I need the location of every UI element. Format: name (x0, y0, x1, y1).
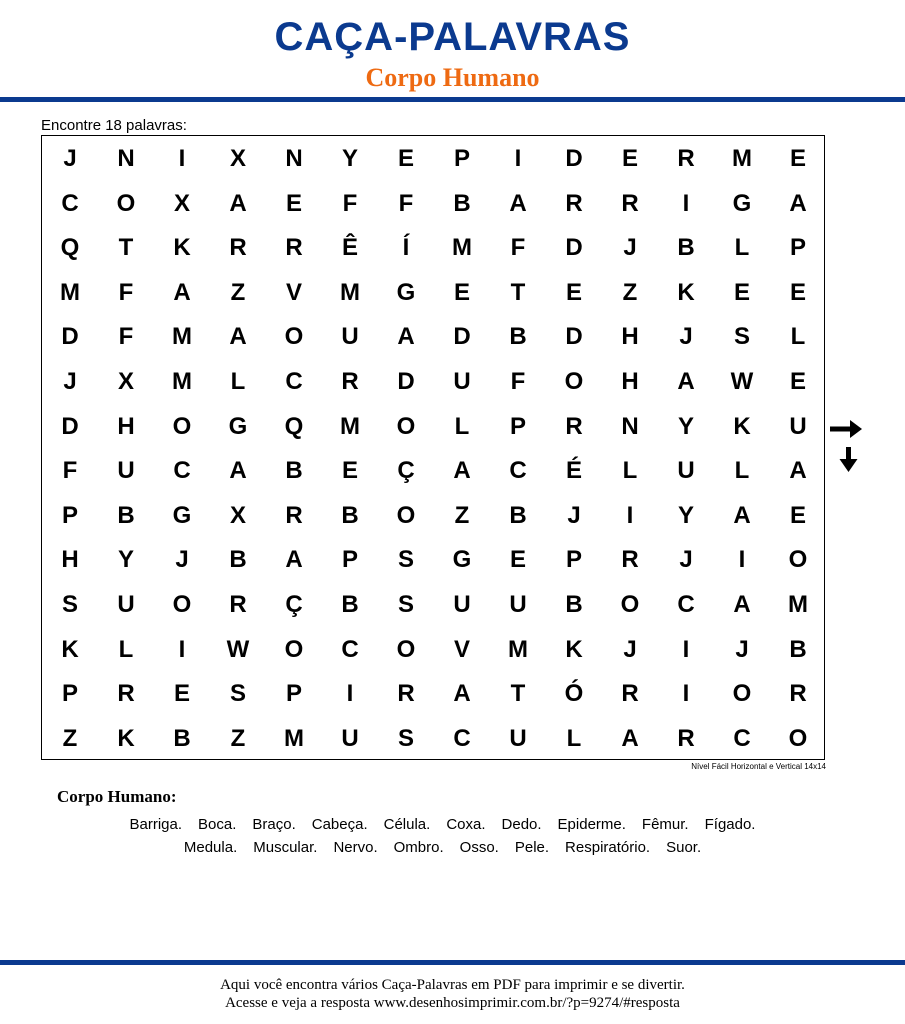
grid-letter: R (565, 412, 583, 440)
page-subtitle: Corpo Humano (365, 63, 540, 92)
bottom-divider (0, 960, 905, 965)
word-list-item: Pele. (514, 839, 550, 856)
grid-letter: M (340, 412, 360, 440)
grid-letter: P (61, 501, 78, 529)
grid-letter: P (285, 680, 302, 708)
grid-letter: R (341, 368, 359, 395)
grid-letter: U (341, 323, 359, 351)
grid-letter: L (566, 724, 582, 752)
grid-letter: P (61, 680, 78, 708)
grid-letter: C (677, 591, 695, 618)
grid-row (42, 628, 824, 673)
grid-letter: D (397, 368, 415, 395)
grid-letter: M (508, 635, 528, 663)
grid-letter: D (565, 145, 583, 172)
grid-letter: F (342, 189, 358, 217)
grid-letter: F (118, 323, 134, 351)
grid-letter: S (229, 680, 246, 708)
grid-letter: A (733, 501, 751, 529)
grid-row (42, 182, 824, 227)
grid-letter: M (340, 278, 360, 306)
grid-letter: M (788, 591, 808, 618)
word-list-item: Respiratório. (565, 839, 651, 856)
word-list-line-2 (0, 839, 895, 857)
grid-letter: Y (117, 546, 134, 574)
grid-letter: E (789, 278, 806, 306)
grid-letter: S (397, 724, 414, 752)
grid-letter: L (230, 368, 246, 395)
grid-letter: A (285, 546, 303, 574)
grid-letter: R (677, 724, 695, 752)
grid-row (42, 226, 824, 271)
grid-letter: É (565, 457, 582, 485)
grid-letter: X (117, 368, 134, 395)
grid-letter: D (61, 412, 79, 440)
grid-letter: C (285, 368, 303, 395)
grid-letter: M (732, 145, 752, 172)
grid-letter: B (509, 501, 527, 529)
grid-letter: R (285, 234, 303, 262)
word-list-item: Osso. (459, 839, 499, 856)
grid-letter: N (117, 145, 135, 172)
grid-row (42, 494, 824, 539)
grid-letter: T (510, 278, 526, 306)
grid-letter: P (341, 546, 358, 574)
grid-letter: T (118, 234, 134, 262)
grid-letter: E (733, 278, 750, 306)
grid-letter: J (567, 501, 581, 529)
grid-letter: U (677, 457, 695, 485)
grid-letter: I (682, 680, 690, 708)
grid-letter: X (229, 501, 246, 529)
word-list-item: Dedo. (501, 816, 542, 833)
grid-letter: A (397, 323, 415, 351)
word-list-title: Corpo Humano: (57, 787, 177, 806)
grid-letter: J (623, 635, 637, 663)
grid-letter: A (453, 457, 471, 485)
grid-letter: J (679, 546, 693, 574)
grid-row (42, 672, 824, 717)
grid-row (42, 449, 824, 494)
grid-letter: Í (402, 234, 410, 262)
grid-letter: E (173, 680, 190, 708)
grid-letter: O (396, 501, 416, 529)
grid-letter: N (621, 412, 639, 440)
grid-letter: F (510, 234, 526, 262)
grid-letter: M (452, 234, 472, 262)
grid-letter: R (677, 145, 695, 172)
grid-letter: W (226, 635, 250, 663)
grid-letter: D (61, 323, 79, 351)
grid-letter: G (228, 412, 248, 440)
word-list-item: Barriga. (129, 816, 183, 833)
grid-letter: G (452, 546, 472, 574)
grid-letter: F (62, 457, 78, 485)
grid-row (42, 271, 824, 316)
grid-letter: F (398, 189, 414, 217)
grid-letter: I (178, 145, 186, 172)
grid-row (42, 315, 824, 360)
grid-letter: U (117, 591, 135, 618)
grid-letter: X (229, 145, 246, 172)
grid-letter: L (734, 457, 750, 485)
grid-letter: O (788, 546, 808, 574)
grid-letter: R (117, 680, 135, 708)
grid-letter: P (509, 412, 526, 440)
grid-letter: B (341, 591, 359, 618)
grid-letter: Q (284, 412, 304, 440)
word-list-item: Coxa. (446, 816, 486, 833)
grid-letter: Ê (341, 234, 358, 262)
grid-letter: R (621, 189, 639, 217)
grid-letter: R (565, 189, 583, 217)
grid-letter: Z (230, 724, 246, 752)
grid-letter: L (622, 457, 638, 485)
grid-letter: Q (60, 234, 80, 262)
grid-letter: O (396, 635, 416, 663)
grid-letter: U (453, 368, 471, 395)
grid-letter: X (173, 189, 190, 217)
grid-letter: J (63, 368, 77, 395)
grid-letter: B (117, 501, 135, 529)
grid-letter: A (453, 680, 471, 708)
grid-letter: K (677, 278, 695, 306)
grid-letter: S (61, 591, 78, 618)
grid-letter: U (509, 591, 527, 618)
top-divider (0, 97, 905, 102)
grid-letter: L (118, 635, 134, 663)
grid-letter: A (229, 457, 247, 485)
grid-letter: D (453, 323, 471, 351)
grid-letter: E (509, 546, 526, 574)
word-list-line-1 (0, 816, 895, 834)
grid-letter: K (565, 635, 583, 663)
grid-letter: S (397, 546, 414, 574)
grid-letter: O (396, 412, 416, 440)
word-list-item: Fêmur. (641, 816, 689, 833)
grid-letter: O (116, 189, 136, 217)
word-list-item: Célula. (383, 816, 431, 833)
grid-row (42, 717, 824, 762)
grid-letter: E (789, 368, 806, 395)
grid-letter: K (733, 412, 751, 440)
grid-letter: F (118, 278, 134, 306)
grid-letter: D (565, 323, 583, 351)
grid-letter: I (682, 635, 690, 663)
grid-letter: U (453, 591, 471, 618)
grid-letter: B (173, 724, 191, 752)
page-title: CAÇA-PALAVRAS (274, 15, 631, 59)
grid-letter: Y (677, 501, 694, 529)
grid-letter: O (732, 680, 752, 708)
grid-letter: H (61, 546, 79, 574)
grid-letter: O (620, 591, 640, 618)
grid-letter: E (565, 278, 582, 306)
grid-letter: A (677, 368, 695, 395)
grid-letter: I (346, 680, 354, 708)
grid-letter: K (61, 635, 79, 663)
grid-letter: B (229, 546, 247, 574)
word-search-grid (41, 135, 825, 760)
grid-letter: A (173, 278, 191, 306)
grid-letter: I (514, 145, 522, 172)
word-list-item: Ombro. (393, 839, 444, 856)
grid-letter: A (229, 189, 247, 217)
grid-row (42, 137, 824, 182)
grid-row (42, 360, 824, 405)
grid-letter: E (789, 501, 806, 529)
grid-letter: V (285, 278, 302, 306)
grid-letter: Ç (397, 457, 415, 485)
grid-letter: E (341, 457, 358, 485)
grid-letter: J (623, 234, 637, 262)
grid-letter: J (679, 323, 693, 351)
grid-letter: I (178, 635, 186, 663)
grid-row (42, 538, 824, 583)
grid-letter: Ó (564, 680, 584, 708)
grid-letter: M (172, 368, 192, 395)
grid-letter: Y (677, 412, 694, 440)
word-list-item: Muscular. (253, 839, 318, 856)
grid-row (42, 405, 824, 450)
grid-letter: G (732, 189, 752, 217)
grid-letter: P (789, 234, 806, 262)
grid-letter: B (565, 591, 583, 618)
grid-letter: S (733, 323, 750, 351)
grid-letter: U (789, 412, 807, 440)
grid-letter: C (173, 457, 191, 485)
grid-letter: B (789, 635, 807, 663)
instruction-text: Encontre 18 palavras: (41, 117, 187, 134)
grid-letter: O (564, 368, 584, 395)
grid-letter: A (621, 724, 639, 752)
word-list-item: Boca. (198, 816, 237, 833)
grid-letter: Z (62, 724, 78, 752)
grid-letter: U (509, 724, 527, 752)
grid-letter: J (735, 635, 749, 663)
grid-letter: K (117, 724, 135, 752)
grid-letter: R (397, 680, 415, 708)
grid-letter: E (285, 189, 302, 217)
grid-letter: Ç (285, 591, 303, 618)
grid-letter: R (789, 680, 807, 708)
grid-letter: V (453, 635, 470, 663)
grid-letter: A (229, 323, 247, 351)
word-list-item: Fígado. (704, 816, 756, 833)
grid-letter: L (734, 234, 750, 262)
grid-letter: A (789, 189, 807, 217)
grid-letter: L (454, 412, 470, 440)
grid-letter: Z (230, 278, 246, 306)
grid-letter: B (285, 457, 303, 485)
grid-letter: C (733, 724, 751, 752)
grid-letter: R (621, 680, 639, 708)
grid-letter: B (453, 189, 471, 217)
grid-letter: D (565, 234, 583, 262)
grid-letter: G (172, 501, 192, 529)
grid-letter: C (509, 457, 527, 485)
grid-letter: W (730, 368, 754, 395)
word-list-item: Medula. (183, 839, 238, 856)
grid-letter: C (61, 189, 79, 217)
grid-letter: I (626, 501, 634, 529)
grid-letter: J (175, 546, 189, 574)
grid-row (42, 583, 824, 628)
grid-letter: R (621, 546, 639, 574)
grid-letter: E (453, 278, 470, 306)
grid-letter: Z (622, 278, 638, 306)
grid-letter: A (789, 457, 807, 485)
grid-letter: E (397, 145, 414, 172)
arrow-right-icon (828, 418, 864, 440)
grid-letter: B (677, 234, 695, 262)
grid-letter: E (789, 145, 806, 172)
grid-letter: U (341, 724, 359, 752)
grid-letter: F (510, 368, 526, 395)
footer-text: Aqui você encontra vários Caça-Palavras em PDF para imprimir e se divertir. (220, 977, 685, 993)
word-list-item: Cabeça. (311, 816, 368, 833)
grid-letter: E (621, 145, 638, 172)
grid-letter: G (396, 278, 416, 306)
grid-letter: I (682, 189, 690, 217)
grid-letter: U (117, 457, 135, 485)
word-list-item: Nervo. (333, 839, 378, 856)
grid-letter: P (565, 546, 582, 574)
grid-letter: M (172, 323, 192, 351)
grid-letter: T (510, 680, 526, 708)
grid-letter: H (117, 412, 135, 440)
grid-letter: S (397, 591, 414, 618)
grid-letter: B (341, 501, 359, 529)
grid-letter: M (284, 724, 304, 752)
grid-letter: H (621, 368, 639, 395)
grid-letter: M (60, 278, 80, 306)
grid-letter: R (285, 501, 303, 529)
grid-letter: R (229, 591, 247, 618)
footer-link-text: Acesse e veja a resposta www.desenhosimprimir.com.br/?p=9274/#resposta (225, 995, 680, 1011)
difficulty-label: Nível Fácil Horizontal e Vertical 14x14 (691, 762, 826, 771)
grid-letter: O (284, 635, 304, 663)
grid-letter: R (229, 234, 247, 262)
grid-letter: O (172, 412, 192, 440)
grid-letter: H (621, 323, 639, 351)
grid-letter: A (509, 189, 527, 217)
word-list-item: Suor. (666, 839, 702, 856)
grid-letter: Y (341, 145, 358, 172)
word-list-item: Epiderme. (557, 816, 626, 833)
grid-letter: B (509, 323, 527, 351)
grid-letter: L (790, 323, 806, 351)
grid-letter: C (341, 635, 359, 663)
grid-letter: O (284, 323, 304, 351)
arrow-down-icon (828, 446, 864, 474)
grid-letter: P (453, 145, 470, 172)
grid-letter: J (63, 145, 77, 172)
grid-letter: N (285, 145, 303, 172)
grid-letter: Z (454, 501, 470, 529)
grid-letter: O (172, 591, 192, 618)
grid-letter: K (173, 234, 191, 262)
grid-letter: O (788, 724, 808, 752)
grid-letter: I (738, 546, 746, 574)
grid-letter: C (453, 724, 471, 752)
word-list-item: Braço. (252, 816, 296, 833)
grid-letter: A (733, 591, 751, 618)
